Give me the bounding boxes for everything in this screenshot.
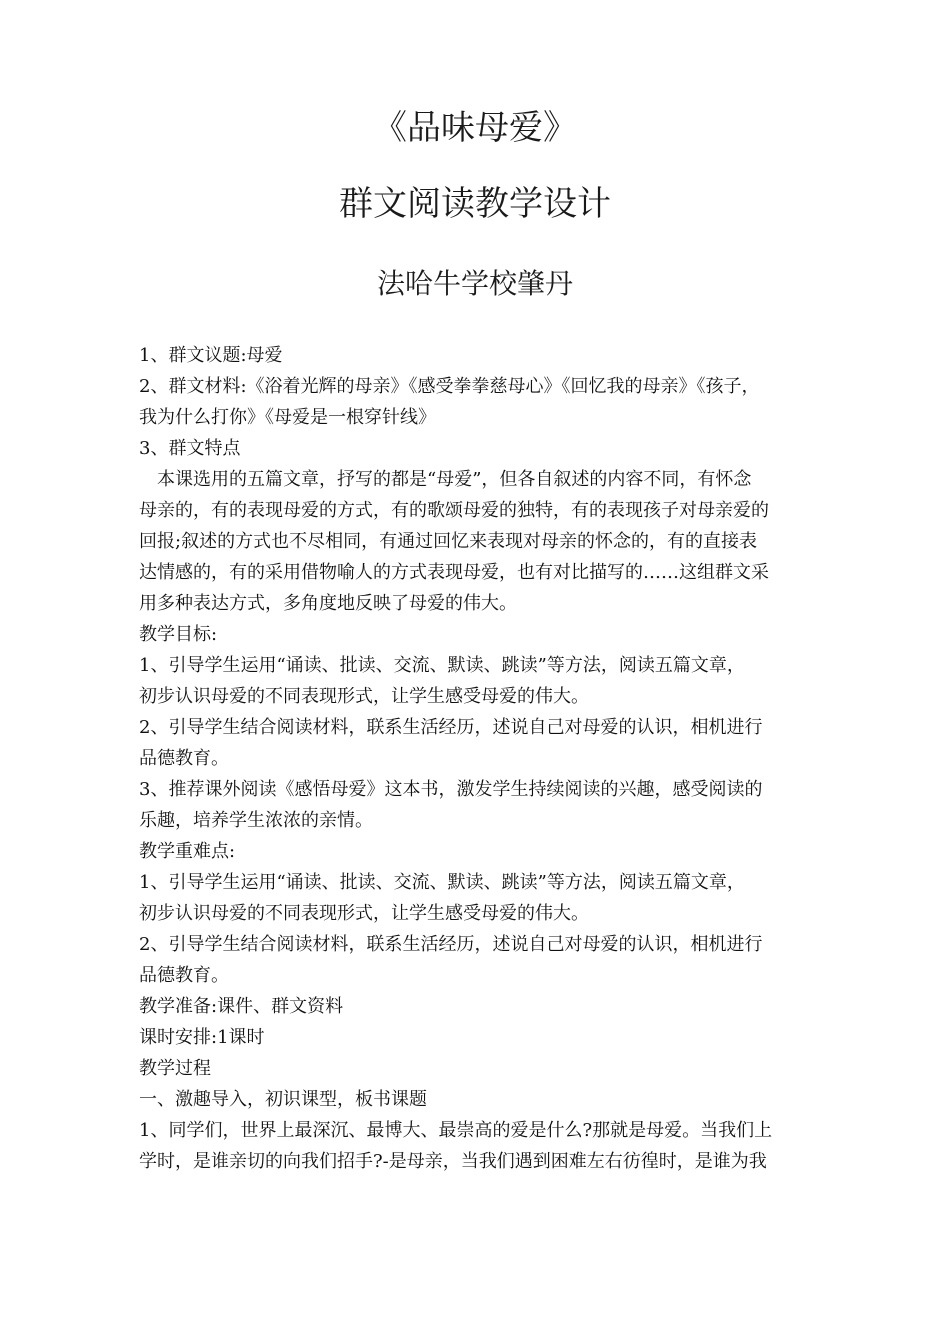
document-title: 《品味母爱》 xyxy=(373,108,577,148)
body-line: 2、引导学生结合阅读材料，联系生活经历，述说自己对母爱的认识，相机进行 xyxy=(139,717,763,738)
body-line: 品德教育。 xyxy=(139,965,229,986)
body-line: 3、推荐课外阅读《感悟母爱》这本书，激发学生持续阅读的兴趣，感受阅读的 xyxy=(139,779,763,800)
body-line: 教学目标: xyxy=(139,624,218,645)
body-line: 用多种表达方式，多角度地反映了母爱的伟大。 xyxy=(139,593,517,614)
body-line: 1、群文议题:母爱 xyxy=(139,345,283,366)
document-body xyxy=(139,340,829,1177)
body-line: 母亲的，有的表现母爱的方式，有的歌颂母爱的独特，有的表现孩子对母亲爱的 xyxy=(139,500,769,521)
body-line: 初步认识母爱的不同表现形式，让学生感受母爱的伟大。 xyxy=(139,686,589,707)
body-line: 我为什么打你》《母爱是一根穿针线》 xyxy=(139,407,436,428)
document-author: 法哈牛学校肇丹 xyxy=(376,267,573,300)
body-line: 教学过程 xyxy=(139,1058,211,1079)
body-line: 1、引导学生运用“诵读、批读、交流、默读、跳读”等方法，阅读五篇文章， xyxy=(139,655,745,676)
body-line: 一、激趣导入，初识课型，板书课题 xyxy=(139,1089,427,1110)
body-line: 1、同学们，世界上最深沉、最博大、最崇高的爱是什么?那就是母爱。当我们上 xyxy=(139,1120,773,1141)
body-line: 3、群文特点 xyxy=(139,438,241,459)
body-line: 学时，是谁亲切的向我们招手?-是母亲，当我们遇到困难左右彷徨时，是谁为我 xyxy=(139,1151,767,1172)
body-line: 品德教育。 xyxy=(139,748,229,769)
body-line: 初步认识母爱的不同表现形式，让学生感受母爱的伟大。 xyxy=(139,903,589,924)
body-line: 教学准备:课件、群文资料 xyxy=(139,996,344,1017)
body-line: 本课选用的五篇文章，抒写的都是“母爱”，但各自叙述的内容不同，有怀念 xyxy=(139,469,752,490)
body-line: 课时安排:1课时 xyxy=(139,1027,265,1048)
body-line: 达情感的，有的采用借物喻人的方式表现母爱，也有对比描写的……这组群文采 xyxy=(139,562,769,583)
body-line: 1、引导学生运用“诵读、批读、交流、默读、跳读”等方法，阅读五篇文章， xyxy=(139,872,745,893)
document-subtitle: 群文阅读教学设计 xyxy=(339,184,611,224)
body-line: 乐趣，培养学生浓浓的亲情。 xyxy=(139,810,373,831)
body-line: 回报;叙述的方式也不尽相同，有通过回忆来表现对母亲的怀念的，有的直接表 xyxy=(139,531,758,552)
body-line: 教学重难点: xyxy=(139,841,236,862)
body-line: 2、群文材料:《浴着光辉的母亲》《感受拳拳慈母心》《回忆我的母亲》《孩子， xyxy=(139,376,760,397)
body-line: 2、引导学生结合阅读材料，联系生活经历，述说自己对母爱的认识，相机进行 xyxy=(139,934,763,955)
